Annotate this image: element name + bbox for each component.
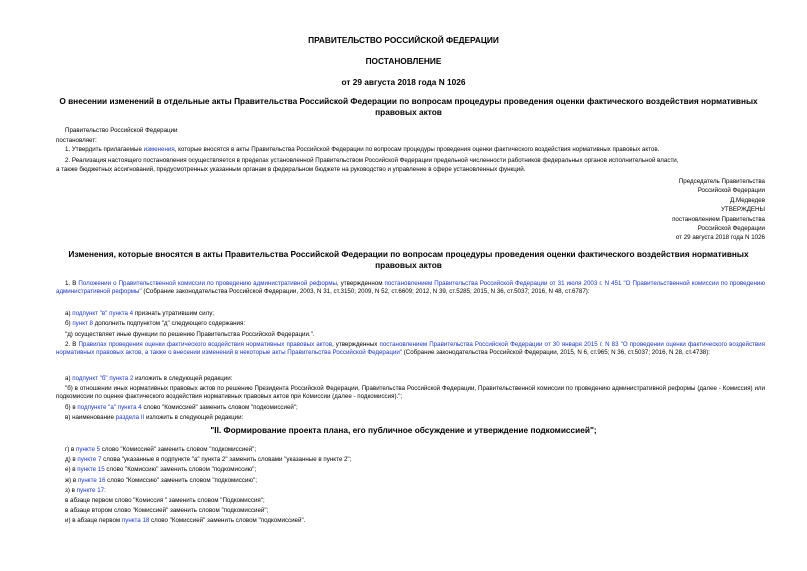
change-1b [65,320,245,328]
signature-line: Российской Федерации [697,225,765,233]
preamble-line2: постановляет: [56,137,97,144]
government-heading: ПРАВИТЕЛЬСТВО РОССИЙСКОЙ ФЕДЕРАЦИИ [308,35,499,45]
text-part: 2. В [65,341,79,348]
text-part: , утвержденном [336,280,385,287]
changes-title: Изменения, которые вносятся в акты Правительства Российской Федерации по вопросам процедуры проведения оценки фактического воздействия нормативных правовых актов [68,249,749,270]
text-part: слово "Комиссию" заменить словом "подкомиссию"; [104,466,257,474]
date-number-heading: от 29 августа 2018 года N 1026 [341,77,466,87]
clause-link[interactable]: подпункт "б" пункта 2 [72,375,134,382]
text-part: а) [65,375,73,382]
signature-line: от 29 августа 2018 года N 1026 [675,234,765,242]
text-part: в) наименование [65,414,116,421]
change-2b [65,404,298,412]
text-part: в абзаце втором слово "Комиссией" заменить словом "подкомиссией"; [65,507,269,515]
signature-line: постановлением Правительства [672,215,765,223]
regulation-link[interactable]: Положении о Правительственной комиссии по проведению административной реформы [78,280,337,287]
text-part: д) в [65,456,78,464]
text-part: слова "указанные в подпункте "а" пункта 2" заменить словами "указанные в пункте 2"; [101,456,352,464]
list-item [65,446,351,454]
text-part: слово "Комиссией" заменить словом "подкомиссией"; [141,404,298,411]
text-part: слово "Комиссией" заменить словом "подкомиссией". [149,517,306,525]
text-part: (Собрание законодательства Российской Федерации, 2015, N 6, ст.965; N 36, ст.5037; 2016, N 28, ст.4738): [401,349,710,357]
change-2 [56,341,765,358]
section-heading: "II. Формирование проекта плана, его публичное обсуждение и утверждение подкомиссией"; [210,425,597,435]
signature-line: Председатель Правительства [678,178,765,185]
clause-link[interactable]: подпункт "в" пункта 4 [72,310,134,317]
decree-83-link[interactable]: постановлением Правительства Российской Федерации от 30 января 2015 г. N 83 "О проведении оценки фактического воздействия нормативных правовых актов, а также о внесении изменений в некоторые акты Правительства Российской Федерации" [56,341,765,357]
item-1-post: , которые вносятся в акты Правительства Российской Федерации по вопросам процедуры проведения оценки фактического воздействия нормативных правовых актов. [174,146,660,153]
text-part: ж) в [65,476,78,484]
list-item [65,477,351,485]
signature-line: УТВЕРЖДЕНЫ [721,206,765,214]
text-part: , утвержденных [331,341,380,348]
clause-link[interactable]: подпункте "а" пункта 4 [77,404,142,411]
list-item [65,456,351,464]
signature-line: Российской Федерации [697,187,765,195]
item-2-line1: 2. Реализация настоящего постановления осуществляется в пределах установленной Правительством Российской Федерации предельной численности работников федеральных органов исполнительной власти, [65,157,679,164]
text-part: слово "Комиссией" заменить словом "подкомиссией"; [100,446,257,453]
signature-block [672,177,765,243]
text-part: е) в [65,466,78,474]
text-part: изложить в следующей редакции: [144,414,244,421]
text-part: : [104,486,106,494]
text-part: 1. В [65,280,79,287]
text-part: и) в абзаце первом [65,517,122,525]
clause-link[interactable]: пункт 8 [72,320,93,327]
clause-link[interactable]: пункте 7 [77,456,102,464]
change-2a [65,375,232,383]
text-part: б) в [65,404,78,411]
clause-link[interactable]: пункте 5 [76,446,101,453]
text-part: в абзаце первом слово "Комиссия " заменить словом "Подкомиссия"; [65,497,265,505]
text-part: з) в [65,486,77,494]
change-2-quote: "б) в отношении иных нормативных правовых актов по решению Президента Российской Федерации, Правительства Российской Федерации, Правительственной комиссии по проведению административной реформы (далее - Комиссия) или подкомиссии по оценке фактического воздействия нормативных правовых актов при Комиссии (далее - подкомиссия)."; [56,385,765,401]
change-2v [65,414,243,422]
list-item [65,487,351,495]
clause-link[interactable]: пункте 16 [77,476,106,484]
preamble-line1: Правительство Российской Федерации [65,127,178,134]
signature-line: Д.Медведев [730,196,765,204]
text-part: г) в [65,446,77,453]
item-1-pre: 1. Утвердить прилагаемые [65,146,144,153]
clause-link[interactable]: пункте 17 [76,486,105,494]
change-1a [65,310,214,318]
item-2-line2: а также бюджетных ассигнований, предусмотренных указанным органам в федеральном бюджете на руководство и управление в сфере установленных функций. [56,166,526,173]
item-1 [65,146,659,154]
decree-451-link[interactable]: постановлением Правительства Российской Федерации от 31 июля 2003 г. N 451 "О Правительственной комиссии по проведению административной реформы" [56,280,766,296]
list-item [65,466,351,474]
change-1 [56,280,765,297]
text-part: признать утратившим силу; [133,310,215,317]
list-item [65,497,351,505]
list-item [65,507,351,515]
text-part: дополнить подпунктом "д" следующего содержания: [92,320,246,327]
text-part: изложить в следующей редакции: [133,375,233,382]
clause-link[interactable]: пункта 18 [121,517,150,525]
changes-link[interactable]: изменения [143,146,175,153]
list-item [65,517,351,525]
doc-type-heading: ПОСТАНОВЛЕНИЕ [365,56,442,66]
text-part: б) [65,320,73,327]
text-part: (Собрание законодательства Российской Федерации, 2003, N 31, ст.3150; 2009, N 52, ст.6609; 2012, N 39, ст.5285; 2015, N 36, ст.5037; 2016, N 48, ст.6787): [141,288,590,296]
text-part: а) [65,310,73,317]
clause-link[interactable]: пункте 15 [77,466,105,474]
text-part: слово "Комиссию" заменить словом "подкомиссию"; [105,476,257,484]
section-link[interactable]: раздела II [115,414,145,421]
document-title: О внесении изменений в отдельные акты Правительства Российской Федерации по вопросам процедуры проведения оценки фактического воздействия нормативных правовых актов [59,96,758,117]
change-1-quote: "д) осуществляет иные функции по решению Правительства Российской Федерации.". [65,331,315,338]
rules-link[interactable]: Правилах проведения оценки фактического воздействия нормативных правовых актов [78,341,332,348]
amendment-list [65,446,351,528]
